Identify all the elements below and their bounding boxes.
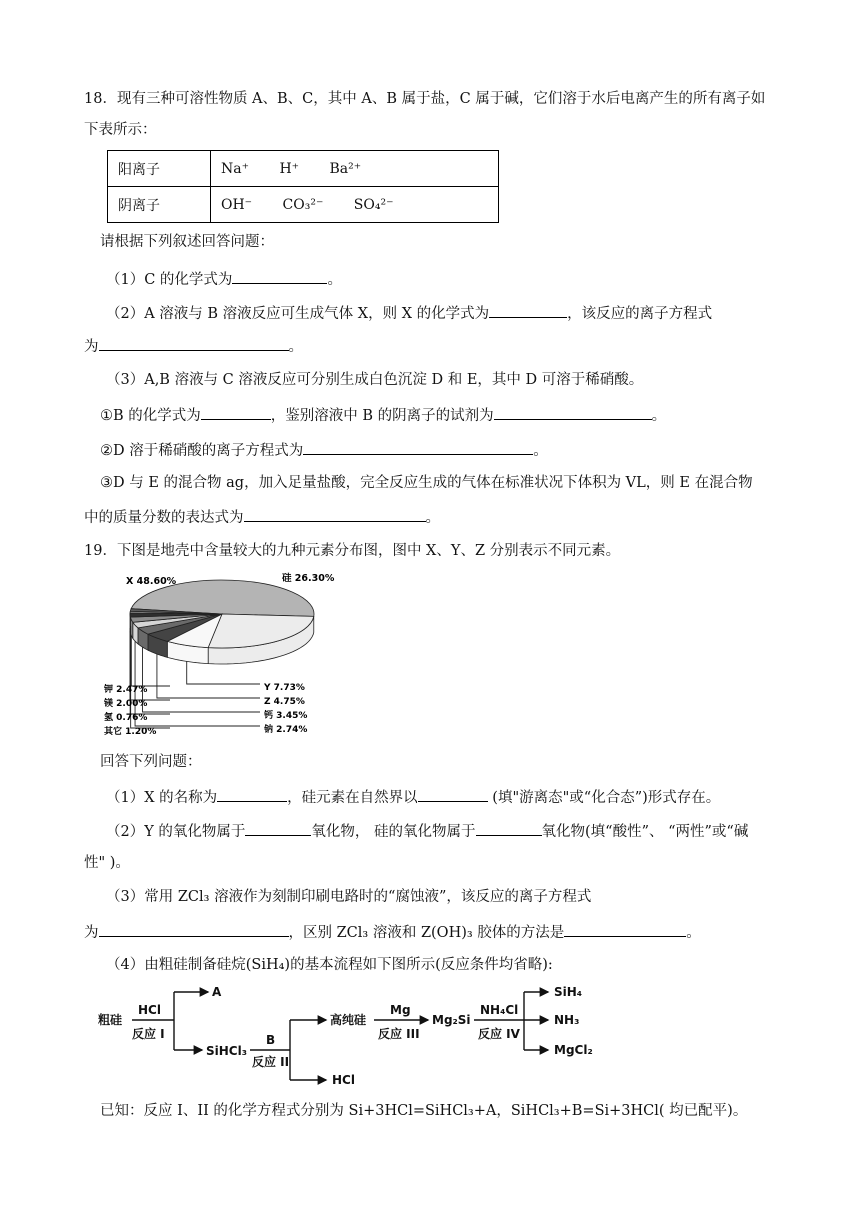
- node-sih4: SiH₄: [554, 985, 583, 999]
- answer-blank[interactable]: [244, 505, 426, 522]
- node-crude-si: 粗硅: [98, 1013, 123, 1027]
- node-nh3: NH₃: [554, 1013, 580, 1027]
- q19-part2: （2）Y 的氧化物属于 氧化物， 硅的氧化物属于 氧化物(填“酸性”、 “两性”或“碱: [106, 819, 748, 843]
- pie-top: [130, 580, 314, 648]
- reaction-4-label: 反应 IV: [478, 1027, 520, 1041]
- q18-intro-line1: 18．现有三种可溶性物质 A、B、C，其中 A、B 属于盐，C 属于碱，它们溶于水后电离产生的所有离子如: [84, 91, 766, 107]
- answer-blank[interactable]: [303, 438, 533, 455]
- reagent-b: B: [266, 1033, 276, 1047]
- ion-co3: CO₃²⁻: [282, 196, 324, 213]
- reagent-mg: Mg: [390, 1003, 411, 1017]
- ion-h: H⁺: [279, 160, 300, 177]
- table-row: [108, 151, 499, 187]
- q18-part3-sub3: ③D 与 E 的混合物 ag，加入足量盐酸，完全反应生成的气体在标准状况下体积为 VL，则 E 在混合物: [100, 475, 753, 491]
- q18-part3-sub3-cont: 中的质量分数的表达式为 。: [84, 505, 440, 529]
- label-x: X 48.60%: [126, 576, 177, 587]
- node-sihcl3: SiHCl₃: [206, 1044, 247, 1058]
- label-ca: 钙 3.45%: [264, 711, 308, 721]
- answer-blank[interactable]: [245, 819, 311, 836]
- q19-part1: （1）X 的名称为 ，硅元素在自然界以 (填"游离态"或“化合态”)形式存在。: [106, 785, 720, 809]
- q19-part4: （4）由粗硅制备硅烷(SiH₄)的基本流程如下图所示(反应条件均省略):: [106, 957, 553, 973]
- silane-flow-diagram: [98, 980, 608, 1092]
- q18-part1: （1）C 的化学式为 。: [106, 267, 342, 291]
- anion-header: 阴离子: [108, 187, 211, 223]
- answer-blank[interactable]: [494, 403, 652, 420]
- q18-part2: （2）A 溶液与 B 溶液反应可生成气体 X，则 X 的化学式为 ，该反应的离子方程式: [106, 301, 712, 325]
- label-y: Y 7.73%: [264, 683, 305, 693]
- ion-oh: OH⁻: [221, 196, 253, 213]
- node-mgcl2: MgCl₂: [554, 1043, 593, 1057]
- element-pie-chart: [100, 566, 360, 742]
- label-si: 硅 26.30%: [282, 573, 335, 584]
- q19-known: 已知：反应 I、II 的化学方程式分别为 Si+3HCl=SiHCl₃+A，SiHCl₃+B=Si+3HCl( 均已配平)。: [100, 1103, 748, 1119]
- q18-part3-sub1: ①B 的化学式为 ，鉴别溶液中 B 的阴离子的试剂为 。: [100, 403, 666, 427]
- node-hcl-out: HCl: [332, 1073, 355, 1087]
- label-na: 钠 2.74%: [264, 725, 308, 735]
- label-mg: 镁 2.00%: [104, 699, 148, 709]
- leader-line-y: [187, 661, 260, 684]
- answer-blank[interactable]: [232, 267, 327, 284]
- reagent-hcl: HCl: [138, 1003, 161, 1017]
- q18-part3: （3）A,B 溶液与 C 溶液反应可分别生成白色沉淀 D 和 E，其中 D 可溶于稀硝酸。: [106, 372, 644, 388]
- answer-blank[interactable]: [99, 920, 289, 937]
- cation-header: 阳离子: [108, 151, 211, 187]
- ion-so4: SO₄²⁻: [353, 196, 394, 213]
- node-a: A: [212, 985, 222, 999]
- q19-intro: 19．下图是地壳中含量较大的九种元素分布图，图中 X、Y、Z 分别表示不同元素。: [84, 543, 621, 559]
- cation-cell: [211, 151, 499, 187]
- answer-blank[interactable]: [99, 334, 289, 351]
- q19-part3-cont: 为 ，区别 ZCl₃ 溶液和 Z(OH)₃ 胶体的方法是 。: [84, 920, 701, 944]
- reagent-nh4cl: NH₄Cl: [480, 1003, 519, 1017]
- q18-prompt: 请根据下列叙述回答问题：: [100, 234, 274, 250]
- q18-part2-cont: 为 。: [84, 334, 303, 358]
- anion-cell: [211, 187, 499, 223]
- reaction-1-label: 反应 I: [132, 1027, 165, 1041]
- answer-blank[interactable]: [418, 785, 488, 802]
- reaction-2-label: 反应 II: [252, 1055, 290, 1069]
- answer-blank[interactable]: [201, 403, 271, 420]
- node-pure-si: 高纯硅: [330, 1013, 367, 1027]
- answer-blank[interactable]: [564, 920, 686, 937]
- q19-part2-cont: 性" )。: [84, 855, 130, 871]
- table-row: [108, 187, 499, 223]
- label-other: 其它 1.20%: [104, 727, 157, 737]
- q19-prompt: 回答下列问题：: [100, 754, 202, 770]
- ion-na: Na⁺: [221, 160, 249, 177]
- node-mg2si: Mg₂Si: [432, 1013, 471, 1027]
- answer-blank[interactable]: [217, 785, 287, 802]
- answer-blank[interactable]: [489, 301, 567, 318]
- ion-table: [107, 150, 499, 223]
- ion-ba: Ba²⁺: [329, 160, 362, 177]
- q19-part3: （3）常用 ZCl₃ 溶液作为刻制印刷电路时的“腐蚀液”，该反应的离子方程式: [106, 889, 592, 905]
- answer-blank[interactable]: [476, 819, 542, 836]
- q18-part3-sub2: ②D 溶于稀硝酸的离子方程式为 。: [100, 438, 548, 462]
- reaction-3-label: 反应 III: [378, 1027, 420, 1041]
- label-h: 氢 0.76%: [104, 713, 148, 723]
- label-z: Z 4.75%: [264, 697, 305, 707]
- label-k: 钾 2.47%: [104, 685, 148, 695]
- q18-intro-line2: 下表所示：: [84, 122, 157, 138]
